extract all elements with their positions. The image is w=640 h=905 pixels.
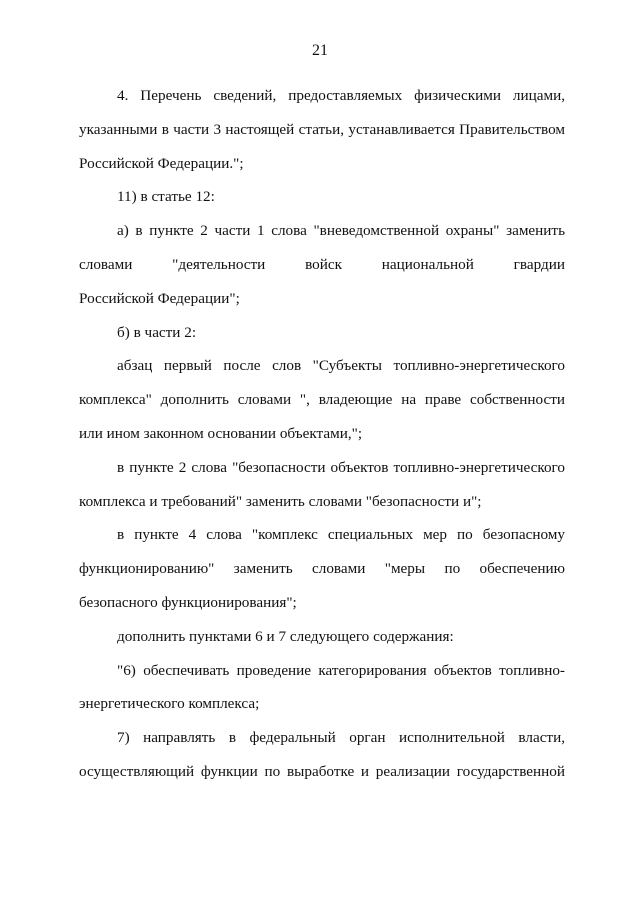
text-line: "6) обеспечивать проведение категорирования объектов топливно- (117, 661, 565, 679)
document-body (79, 79, 565, 789)
text-line: комплекса и требований" заменить словами "безопасности и"; (79, 492, 482, 510)
text-line: указанными в части 3 настоящей статьи, устанавливается Правительством (79, 120, 565, 138)
text-line: Российской Федерации."; (79, 154, 244, 172)
text-line: 11) в статье 12: (117, 188, 215, 206)
text-line: безопасного функционирования"; (79, 593, 297, 611)
page-number: 21 (312, 42, 328, 59)
text-line: словами "деятельности войск национальной гвардии (79, 255, 565, 273)
text-line: а) в пункте 2 части 1 слова "вневедомственной охраны" заменить (117, 222, 565, 240)
text-line: комплекса" дополнить словами ", владеющие на праве собственности (79, 391, 565, 409)
text-line: 7) направлять в федеральный орган исполнительной власти, (117, 729, 565, 747)
text-line: в пункте 2 слова "безопасности объектов топливно-энергетического (117, 458, 565, 476)
text-line: абзац первый после слов "Субъекты топливно-энергетического (117, 357, 565, 375)
text-line: энергетического комплекса; (79, 695, 260, 713)
text-line: б) в части 2: (117, 323, 197, 341)
text-line: функционированию" заменить словами "меры по обеспечению (79, 560, 565, 578)
text-line: в пункте 4 слова "комплекс специальных мер по безопасному (117, 526, 565, 544)
text-line: 4. Перечень сведений, предоставляемых физическими лицами, (117, 87, 565, 104)
text-line: или ином законном основании объектами,"; (79, 424, 363, 442)
text-line: дополнить пунктами 6 и 7 следующего содержания: (117, 627, 454, 645)
text-line: осуществляющий функции по выработке и реализации государственной (79, 762, 565, 780)
text-line: Российской Федерации"; (79, 289, 240, 307)
